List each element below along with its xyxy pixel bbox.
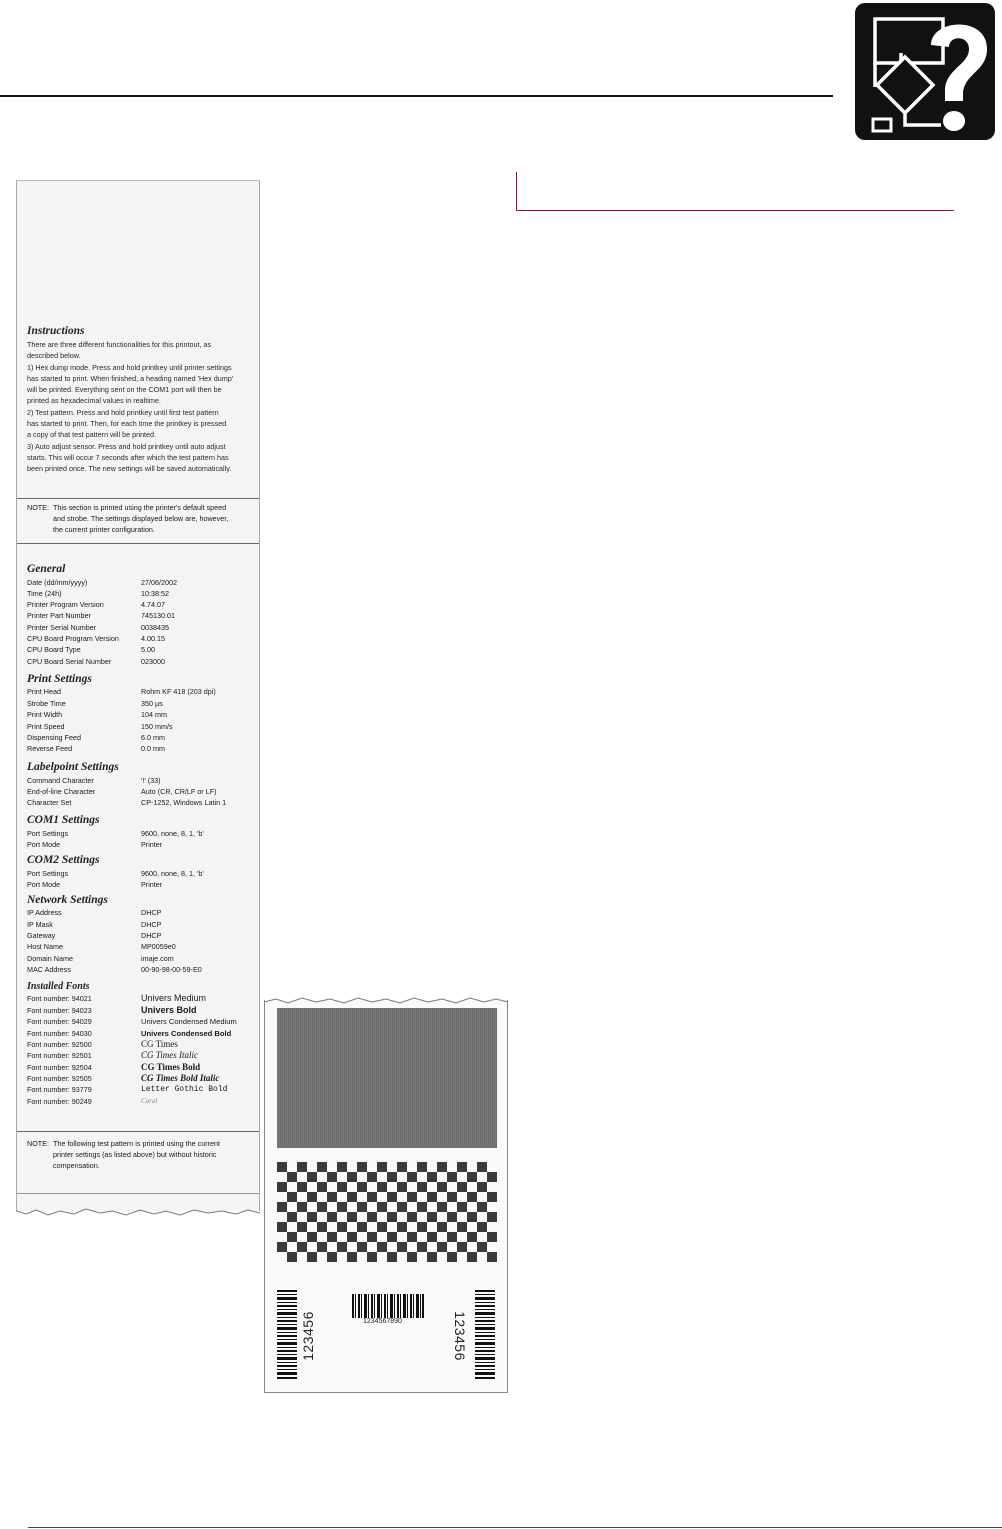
right-barcode bbox=[475, 1290, 495, 1380]
checkerboard-pattern bbox=[277, 1162, 497, 1262]
settings-row: Command Character '!' (33) bbox=[27, 776, 161, 785]
com2-heading: COM2 Settings bbox=[27, 854, 100, 866]
settings-row: IP Address DHCP bbox=[27, 908, 162, 917]
settings-row: Strobe Time 350 µs bbox=[27, 699, 163, 708]
font-row: Font number: 92504 CG Times Bold bbox=[27, 1062, 201, 1072]
settings-row: Host Name MP0059e0 bbox=[27, 942, 176, 951]
font-row: Font number: 92500 CG Times bbox=[27, 1039, 178, 1049]
printout-divider bbox=[17, 1193, 259, 1194]
print-settings-heading: Print Settings bbox=[27, 673, 92, 685]
printout-divider bbox=[17, 498, 259, 499]
settings-row: Port Mode Printer bbox=[27, 880, 163, 889]
center-barcode bbox=[352, 1294, 424, 1318]
settings-row: IP Mask DHCP bbox=[27, 920, 162, 929]
settings-row: Dispensing Feed 6.0 mm bbox=[27, 733, 165, 742]
settings-row: End-of-line Character Auto (CR, CR/LF or LF) bbox=[27, 787, 217, 796]
settings-row: Domain Name imaje.com bbox=[27, 954, 174, 963]
footer-rule bbox=[28, 1527, 1002, 1528]
com1-heading: COM1 Settings bbox=[27, 814, 100, 826]
printer-settings-printout: Instructions There are three different functionalities for this printout, as described below. 1) Hex dump mode. Press and hold printkey until printer settings has started to print. When finished, a heading named 'Hex dump' will be printed. Everything sent on the COM1 port will then be printed as hexadecimal values in realtime. 2) Test pattern. Press and hold printkey until first test pattern has started to print. Then, for each time the printkey is pressed a copy of that test pattern will be printed. 3) Auto adjust sensor. Press and hold printkey until auto adjust starts. This will occur 7 seconds after which the test pattern has been printed once. The new settings will be saved automatically. NOTE: This section is printed using the printer's default speed and strobe. The settings displayed below are, however, the current printer configuration. General Date (dd/mm/yyyy) 27/06/2002 Time (24h) 10:38:52 Printer Program Version 4.74.07 Printer Part Number 745130.01 Printer Serial Number 0038435 CPU Board Program Version 4.00.15 CPU Board Type 5.00 CPU Board Serial Number 023000 Print Settings Print Head Rohm KF 418 (203 dpi) Strobe Time 350 µs Print Width 104 mm Print Speed 150 mm/s Dispensing Feed 6.0 mm Reverse Feed 0.0 mm Labelpoint Settings Command Character '!' (33) End-of-line Character Auto (CR, CR/LF or LF) Character Set CP-1252, Windows Latin 1 COM1 Settings Port Settings 9600, none, 8, 1, 'b' Port Mode Printer COM2 Settings Port Settings 9600, none, 8, 1, 'b' Port Mode Printer Network Settings IP Address DHCP IP Mask DHCP Gateway DHCP Host Name MP0059e0 Domain Name imaje.com MAC Address 00-90-98-00-59-E0 Installed Fonts Font number: 94021 Univers Medium Font number: 94023 Univers Bold Font number: 94029 Univers Condensed Medium Font number: 94030 Univers Condensed Bold Font number: 92500 CG Times Font number: 92501 CG Times Italic Font number: 92504 CG Times Bold Font number: 92505 CG Times Bold Italic Font number: 93779 Letter Gothic Bold Font number: 90249 Coral NOTE: The following test pattern is printed using the current printer settings (as listed above) but without historic compensation. bbox=[16, 180, 260, 1211]
settings-row: Print Width 104 mm bbox=[27, 710, 167, 719]
torn-edge bbox=[264, 994, 508, 1008]
general-heading: General bbox=[27, 563, 66, 575]
instructions-heading: Instructions bbox=[27, 325, 85, 337]
fonts-heading: Installed Fonts bbox=[27, 981, 90, 992]
troubleshooting-icon bbox=[853, 1, 997, 142]
settings-row: Date (dd/mm/yyyy) 27/06/2002 bbox=[27, 578, 177, 587]
settings-row: CPU Board Serial Number 023000 bbox=[27, 657, 165, 666]
labelpoint-heading: Labelpoint Settings bbox=[27, 761, 119, 773]
settings-row: Print Head Rohm KF 418 (203 dpi) bbox=[27, 687, 216, 696]
settings-row: Character Set CP-1252, Windows Latin 1 bbox=[27, 798, 227, 807]
settings-row: Time (24h) 10:38:52 bbox=[27, 589, 169, 598]
test-pattern-printout bbox=[264, 1000, 508, 1393]
printout-divider bbox=[17, 543, 259, 544]
right-barcode-number: 123456 bbox=[451, 1311, 468, 1361]
section-heading-box bbox=[516, 172, 954, 211]
font-row: Font number: 94030 Univers Condensed Bold bbox=[27, 1029, 232, 1038]
left-barcode-number: 123456 bbox=[299, 1311, 316, 1361]
font-row: Font number: 93779 Letter Gothic Bold bbox=[27, 1085, 228, 1094]
network-heading: Network Settings bbox=[27, 894, 108, 906]
torn-edge bbox=[16, 1205, 260, 1219]
settings-row: Port Mode Printer bbox=[27, 840, 163, 849]
font-row: Font number: 90249 Coral bbox=[27, 1097, 158, 1106]
font-row: Font number: 92505 CG Times Bold Italic bbox=[27, 1073, 220, 1083]
font-row: Font number: 92501 CG Times Italic bbox=[27, 1050, 199, 1060]
settings-row: CPU Board Program Version 4.00.15 bbox=[27, 634, 165, 643]
settings-row: Reverse Feed 0.0 mm bbox=[27, 744, 165, 753]
instructions-text: There are three different functionalities for this printout, as described below. 1) Hex dump mode. Press and hold printkey until printer settings has started to print. When finished, a heading named 'Hex dump' will be printed. Everything sent on the COM1 port will then be printed as hexadecimal values in realtime. 2) Test pattern. Press and hold printkey until first test pattern has started to print. Then, for each time the printkey is pressed a copy of that test pattern will be printed. 3) Auto adjust sensor. Press and hold printkey until auto adjust starts. This will occur 7 seconds after which the test pattern has been printed once. The new settings will be saved automatically. bbox=[27, 340, 234, 474]
gray-density-block bbox=[277, 1008, 497, 1148]
left-barcode bbox=[277, 1290, 297, 1380]
settings-row: MAC Address 00-90-98-00-59-E0 bbox=[27, 965, 202, 974]
font-row: Font number: 94023 Univers Bold bbox=[27, 1005, 197, 1015]
settings-row: Printer Serial Number 0038435 bbox=[27, 623, 169, 632]
header-rule bbox=[0, 95, 833, 97]
settings-row: Port Settings 9600, none, 8, 1, 'b' bbox=[27, 869, 204, 878]
settings-row: Gateway DHCP bbox=[27, 931, 162, 940]
font-row: Font number: 94029 Univers Condensed Medium bbox=[27, 1017, 237, 1026]
settings-row: Port Settings 9600, none, 8, 1, 'b' bbox=[27, 829, 204, 838]
center-barcode-number: 1234567890 bbox=[363, 1318, 402, 1325]
settings-row: Printer Part Number 745130.01 bbox=[27, 611, 175, 620]
settings-row: CPU Board Type 5.00 bbox=[27, 645, 155, 654]
printout-divider bbox=[17, 1131, 259, 1132]
font-row: Font number: 94021 Univers Medium bbox=[27, 993, 207, 1003]
settings-row: Print Speed 150 mm/s bbox=[27, 722, 173, 731]
settings-row: Printer Program Version 4.74.07 bbox=[27, 600, 165, 609]
